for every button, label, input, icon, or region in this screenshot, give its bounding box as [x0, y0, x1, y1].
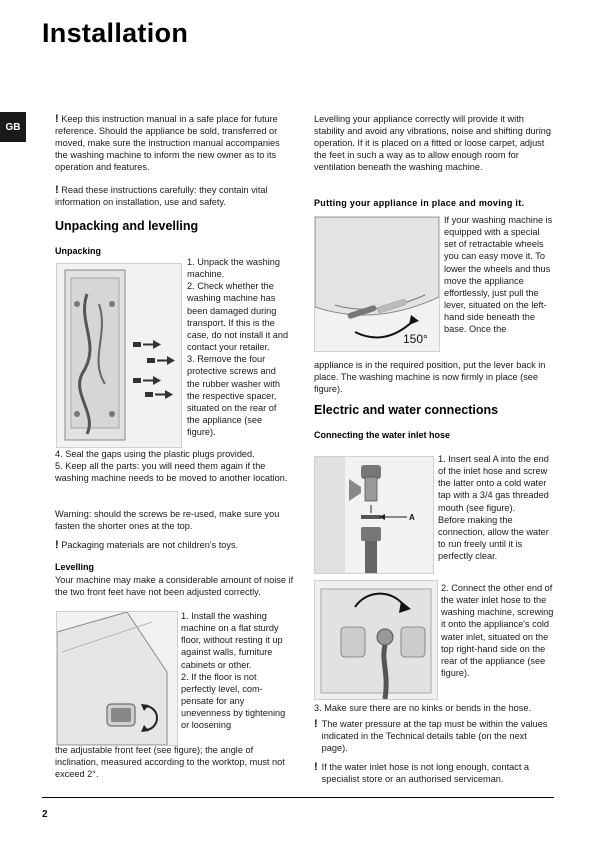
unpacking-step-5: 5. Keep all the parts: you will need them again if the washing machine needs to be moved to another location.: [55, 461, 288, 484]
levelling-step-bottom: the adjustable front feet (see figure); the angle of inclination, measured according to the worktop, must not exceed 2°.: [55, 745, 285, 780]
subheading-levelling: Levelling: [55, 562, 95, 572]
note-packaging-text: Packaging materials are not children's toys.: [61, 540, 239, 550]
subheading-unpacking: Unpacking: [55, 246, 102, 256]
warning-mark-icon: !: [55, 184, 59, 196]
rear-inlet-illustration: [315, 581, 437, 699]
note-keep-manual-text: Keep this instruction manual in a safe place for future reference. Should the appliance be sold, transferred or moved, make sure the instruction manual accompanies the washing machine to inform the new owner as to its operation and features.: [55, 114, 280, 173]
warning-mark-icon: !: [314, 718, 318, 730]
wheel-lever-illustration: [315, 217, 439, 351]
inlet-figure: [314, 580, 438, 700]
unpacking-figure: [56, 263, 182, 448]
footer-rule: [42, 797, 554, 798]
note-read-instructions-text: Read these instructions carefully: they contain vital information on installation, use and safety.: [55, 185, 268, 208]
note-water-pressure: [314, 718, 554, 754]
page-title: Installation: [42, 18, 189, 48]
seal-label: A: [409, 513, 415, 522]
adjustable-foot-illustration: [57, 612, 177, 745]
note-read-instructions: [55, 184, 290, 208]
angle-label: 150°: [403, 332, 428, 346]
unpacking-steps-side: 1. Unpack the washing machine. 2. Check whether the washing machine has been damaged during transport. If this is the case, do not install it and contact your retailer. 3. Remove the four protective screws and the rubber washer with the respective spacer, situated on the rear of the appliance (see figure).: [187, 257, 289, 438]
warning-mark-icon: !: [55, 539, 59, 551]
tap-figure: [314, 456, 434, 574]
heading-unpacking-levelling: Unpacking and levelling: [55, 219, 199, 233]
levelling-intro: Your machine may make a considerable amount of noise if the two front feet have not been adjusted correctly.: [55, 575, 294, 598]
note-packaging: [55, 539, 295, 551]
warning-mark-icon: !: [55, 113, 59, 125]
note-hose-length: [314, 761, 554, 785]
subheading-moving: Putting your appliance in place and moving it.: [314, 198, 525, 208]
warning-mark-icon: !: [314, 761, 318, 773]
page-number: 2: [42, 809, 48, 820]
inlet-step-1: 1. Insert seal A into the end of the inlet hose and screw the latter onto a cold water tap with a 3/4 gas threaded mouth (see figure). Before making the connection, allow the water to run freely until it is perfectly clear.: [438, 454, 549, 562]
subheading-inlet-hose: Connecting the water inlet hose: [314, 430, 451, 440]
levelling-steps-side: 1. Install the washing machine on a flat sturdy floor, without resting it up against walls, furniture cabinets or other. 2. If the floor is not perfectly level, com-pensate for any unevenness by tightening or loosening: [181, 611, 286, 731]
moving-figure: [314, 216, 440, 352]
note-water-pressure-text: The water pressure at the tap must be within the values indicated in the Technical details table (on the next page).: [321, 719, 548, 754]
rear-panel-illustration: [57, 264, 181, 447]
levelling-paragraph: Levelling your appliance correctly will provide it with stability and avoid any vibrations, noise and shifting during operation. If it is placed on a fitted or loose carpet, adjust the feet in such a way as to allow enough room for ventilation beneath the washing machine.: [314, 114, 551, 173]
note-hose-length-text: If the water inlet hose is not long enough, contact a specialist store or an authorised serviceman.: [321, 762, 530, 785]
inlet-step-2: 2. Connect the other end of the water inlet hose to the washing machine, screwing it onto the appliance's cold water inlet, situated on the top right-hand side on the rear of the appliance (see figure).: [441, 583, 554, 679]
heading-electric-water: Electric and water connections: [314, 403, 499, 417]
note-keep-manual: [55, 113, 290, 173]
inlet-step-3: 3. Make sure there are no kinks or bends in the hose.: [314, 703, 532, 713]
language-tab: GB: [0, 112, 26, 142]
levelling-figure: [56, 611, 178, 746]
warning-screws: Warning: should the screws be re-used, make sure you fasten the shorter ones at the top.: [55, 509, 280, 532]
moving-side-text: If your washing machine is equipped with a special set of retractable wheels you can easy move it. To lower the wheels and thus move the appliance effortlessly, just pull the lever, situated on the left-hand side beneath the base. Once the: [444, 215, 553, 335]
tap-seal-illustration: [315, 457, 433, 573]
unpacking-step-4: 4. Seal the gaps using the plastic plugs provided.: [55, 449, 255, 459]
moving-bottom-text: appliance is in the required position, put the lever back in place. The washing machine is now firmly in place (see figure).: [314, 360, 546, 395]
